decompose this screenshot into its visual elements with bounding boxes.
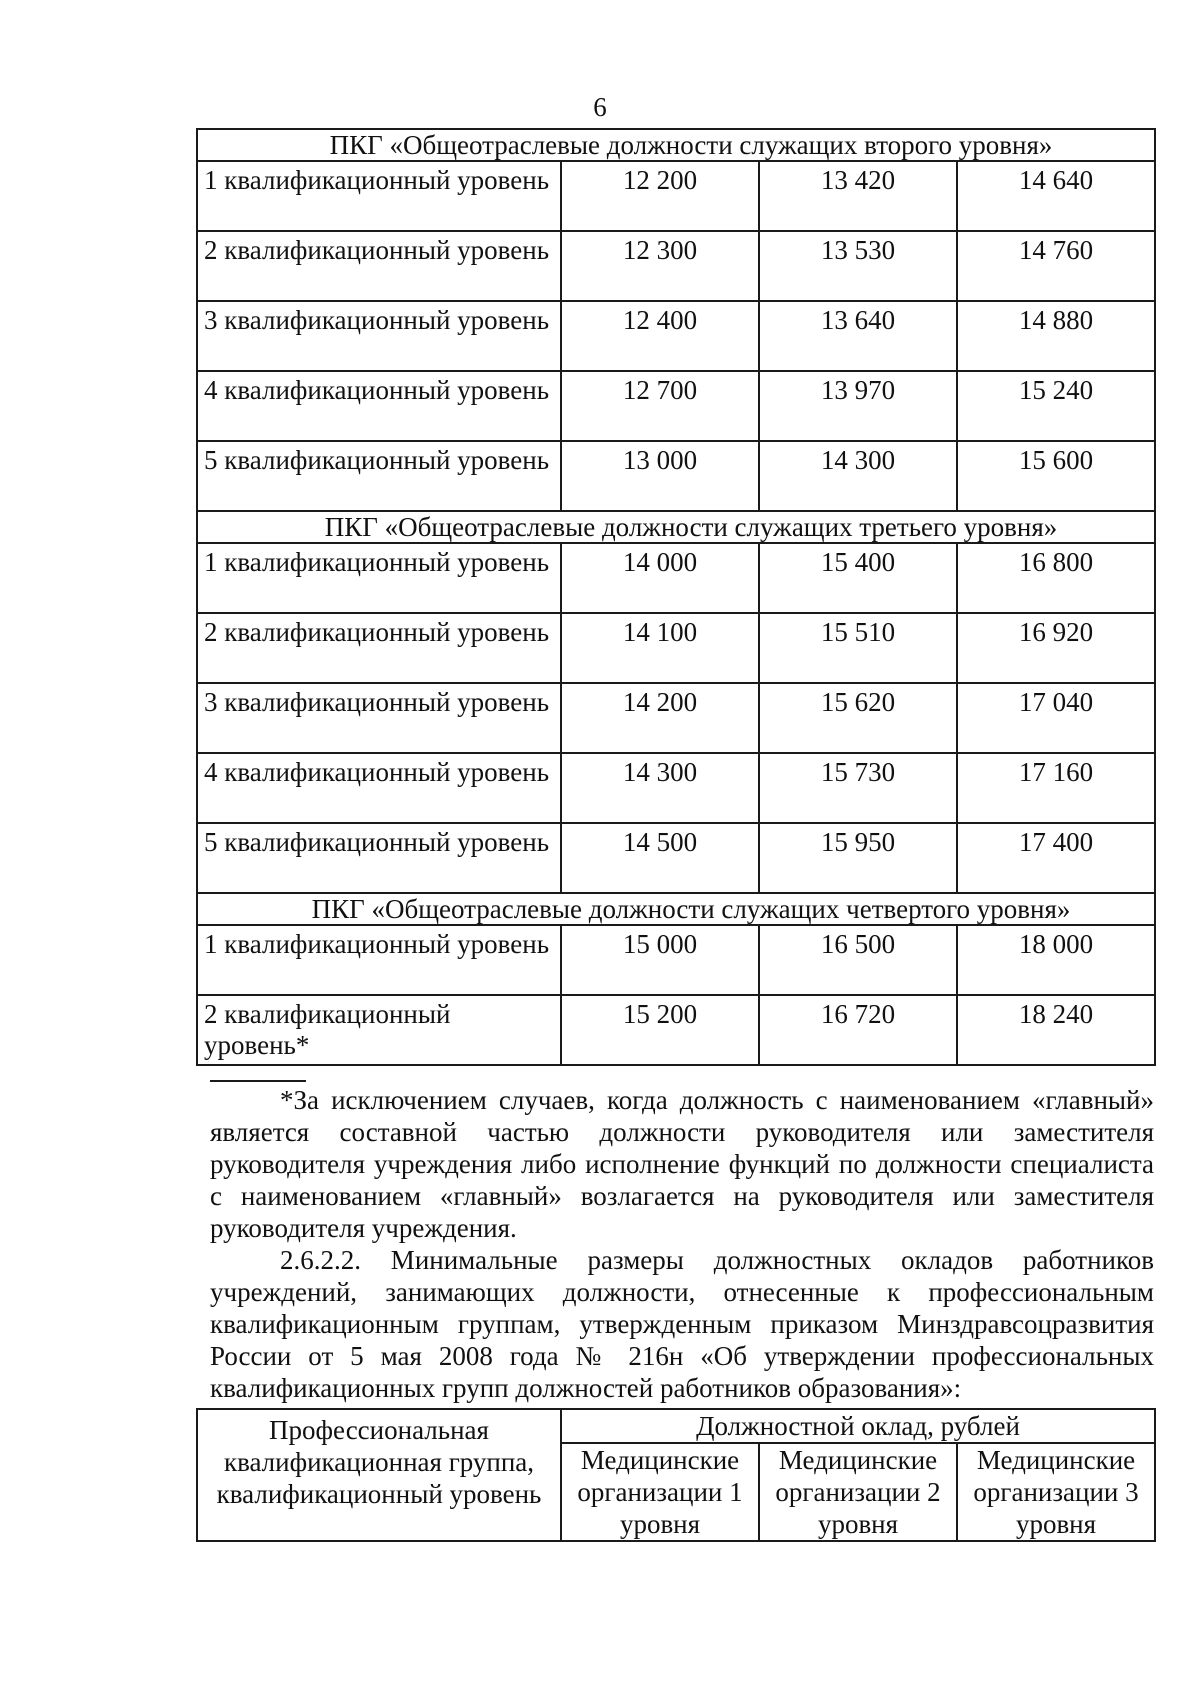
footnote-text: *За исключением случаев, когда должность с наименованием «главный» является составной частью должности руководителя или заместителя руководителя учреждения либо исполнение функций по должности специалиста с наименованием «главный» возлагается на руководителя или заместителя руководителя учреждения.: [210, 1085, 1154, 1243]
salary-column-header: Должностной оклад, рублей: [561, 1409, 1155, 1443]
level-label: 5 квалификационный уровень: [197, 441, 561, 511]
salary-value-level-1: 12 700: [561, 371, 759, 441]
salary-value-level-1: 14 100: [561, 613, 759, 683]
org-level-3-header: Медицинские организации 3 уровня: [957, 1443, 1155, 1541]
footnote-separator: [210, 1080, 306, 1082]
table-row: [197, 301, 1155, 371]
salary-value-level-2: 15 730: [759, 753, 957, 823]
table-row: [197, 161, 1155, 231]
salary-value-level-2: 13 640: [759, 301, 957, 371]
salary-value-level-2: 15 510: [759, 613, 957, 683]
table-row: [197, 995, 1155, 1065]
table-row: [197, 925, 1155, 995]
table-row: [197, 613, 1155, 683]
salary-value-level-2: 13 970: [759, 371, 957, 441]
table-row: [197, 231, 1155, 301]
table-row: [197, 823, 1155, 893]
salary-value-level-3: 17 160: [957, 753, 1155, 823]
salary-value-level-3: 14 880: [957, 301, 1155, 371]
salary-value-level-3: 18 000: [957, 925, 1155, 995]
salary-value-level-3: 17 040: [957, 683, 1155, 753]
salary-value-level-1: 14 000: [561, 543, 759, 613]
salary-table: [196, 128, 1156, 1066]
group-row: [197, 893, 1155, 925]
group-title: ПКГ «Общеотраслевые должности служащих второго уровня»: [197, 129, 1155, 161]
group-title: ПКГ «Общеотраслевые должности служащих третьего уровня»: [197, 511, 1155, 543]
level-label: 2 квалификационный уровень: [197, 231, 561, 301]
medical-org-salary-table-header: [196, 1408, 1156, 1542]
level-label: 1 квалификационный уровень: [197, 543, 561, 613]
table-row: [197, 683, 1155, 753]
level-label: 1 квалификационный уровень: [197, 161, 561, 231]
salary-value-level-1: 12 300: [561, 231, 759, 301]
group-row: [197, 129, 1155, 161]
group-title: ПКГ «Общеотраслевые должности служащих четвертого уровня»: [197, 893, 1155, 925]
table-row: [197, 753, 1155, 823]
group-column-header: Профессиональная квалификационная группа, квалификационный уровень: [197, 1409, 561, 1541]
salary-value-level-2: 16 720: [759, 995, 957, 1065]
salary-value-level-1: 14 200: [561, 683, 759, 753]
salary-value-level-1: 14 500: [561, 823, 759, 893]
salary-value-level-2: 15 620: [759, 683, 957, 753]
level-label: 3 квалификационный уровень: [197, 301, 561, 371]
salary-value-level-3: 15 600: [957, 441, 1155, 511]
salary-value-level-3: 16 800: [957, 543, 1155, 613]
clause-paragraph: 2.6.2.2. Минимальные размеры должностных окладов работников учреждений, занимающих должности, отнесенные к профессиональным квалификационным группам, утвержденным приказом Минздравсоцразвития России от 5 мая 2008 года № 216н «Об утверждении профессиональных квалификационных групп должностей работников образования»:: [210, 1245, 1154, 1403]
org-level-1-header: Медицинские организации 1 уровня: [561, 1443, 759, 1541]
level-label: 4 квалификационный уровень: [197, 753, 561, 823]
table-row: [197, 441, 1155, 511]
level-label: 4 квалификационный уровень: [197, 371, 561, 441]
salary-value-level-1: 12 400: [561, 301, 759, 371]
salary-value-level-2: 13 530: [759, 231, 957, 301]
table-row: [197, 371, 1155, 441]
salary-value-level-1: 15 000: [561, 925, 759, 995]
salary-value-level-1: 15 200: [561, 995, 759, 1065]
org-level-2-header: Медицинские организации 2 уровня: [759, 1443, 957, 1541]
salary-value-level-2: 15 950: [759, 823, 957, 893]
level-label: 2 квалификационный уровень: [197, 613, 561, 683]
level-label: 1 квалификационный уровень: [197, 925, 561, 995]
salary-value-level-1: 12 200: [561, 161, 759, 231]
table-row: [197, 543, 1155, 613]
salary-value-level-2: 14 300: [759, 441, 957, 511]
salary-value-level-3: 17 400: [957, 823, 1155, 893]
level-label: 2 квалификационный уровень*: [197, 995, 561, 1065]
salary-value-level-1: 13 000: [561, 441, 759, 511]
salary-value-level-2: 13 420: [759, 161, 957, 231]
level-label: 3 квалификационный уровень: [197, 683, 561, 753]
salary-value-level-3: 15 240: [957, 371, 1155, 441]
salary-value-level-1: 14 300: [561, 753, 759, 823]
salary-value-level-3: 16 920: [957, 613, 1155, 683]
salary-value-level-2: 15 400: [759, 543, 957, 613]
level-label: 5 квалификационный уровень: [197, 823, 561, 893]
salary-value-level-2: 16 500: [759, 925, 957, 995]
group-row: [197, 511, 1155, 543]
page-number: 6: [593, 92, 607, 122]
salary-value-level-3: 14 760: [957, 231, 1155, 301]
salary-value-level-3: 14 640: [957, 161, 1155, 231]
salary-value-level-3: 18 240: [957, 995, 1155, 1065]
